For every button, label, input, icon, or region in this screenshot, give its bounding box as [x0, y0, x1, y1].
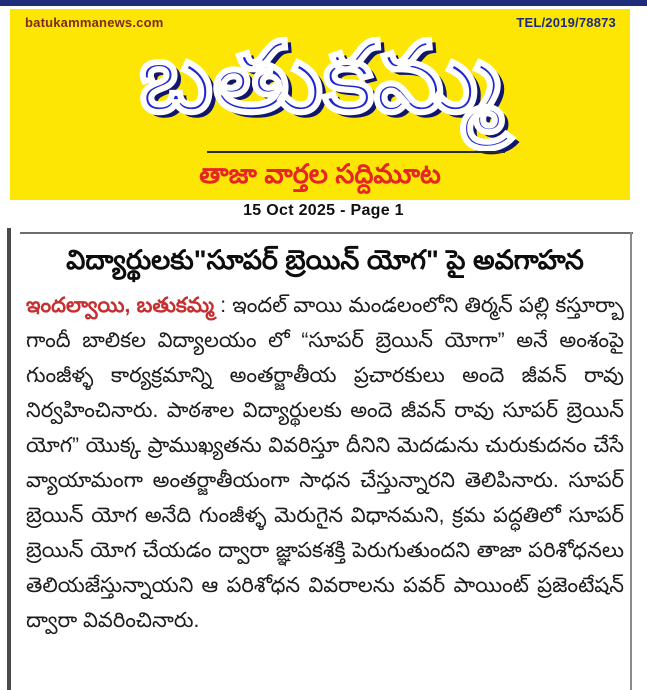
- article-right-border: [630, 232, 632, 690]
- top-navy-strip: [0, 0, 647, 6]
- article-top-border: [20, 232, 633, 234]
- logo-underline-rule: [207, 151, 505, 153]
- masthead: [10, 9, 630, 200]
- article-body: [26, 288, 624, 638]
- article-body-text: ఇందల్ వాయి మండలంలోని తిర్మన్ పల్లి కస్తూర్బా గాందీ బాలికల విద్యాలయం లో “సూపర్ బ్రెయిన్ యోగా” అనే అంశంపై గుంజీళ్ళ కార్యక్రమాన్ని అంతర్జాతీయ ప్రచారకులు అందె జీవన్ రావు నిర్వహించినారు. పాఠశాల విద్యార్థులకు అందె జీవన్ రావు సూపర్ బ్రెయిన్ యోగ” యొక్క ప్రాముఖ్యతను వివరిస్తూ దీనిని మెదడును చురుకుదనం చేసే వ్యాయామంగా అంతర్జాతీయంగా సాధన చేస్తున్నారని తెలిపినారు. సూపర్ బ్రెయిన్ యోగ అనేది గుంజీళ్ళ మెరుగైన విధానమని, క్రమ పద్ధతిలో సూపర్ బ్రెయిన్ యోగ చేయడం ద్వారా జ్ఞాపకశక్తి పెరుగుతుందని తాజా పరిశోధనలు తెలియజేస్తున్నాయని ఆ పరిశోధన వివరాలను పవర్ పాయింట్ ప్రజెంటేషన్ ద్వారా వివరించినారు.: [26, 294, 624, 632]
- site-url: batukammanews.com: [25, 15, 164, 30]
- dateline-separator: :: [214, 294, 233, 317]
- registration-number: TEL/2019/78873: [516, 15, 616, 30]
- article-dateline: ఇందల్వాయి, బతుకమ్మ: [26, 294, 215, 317]
- article-headline: విద్యార్థులకు"సూపర్ బ్రెయిన్ యోగ" పై అవగాహన: [66, 245, 584, 275]
- date-page-line: 15 Oct 2025 - Page 1: [243, 202, 404, 219]
- masthead-tagline: తాజా వార్తల సద్దిమూట: [199, 159, 441, 189]
- newspaper-logo: బతుకమ్మ: [139, 22, 501, 132]
- article-left-border: [7, 228, 11, 690]
